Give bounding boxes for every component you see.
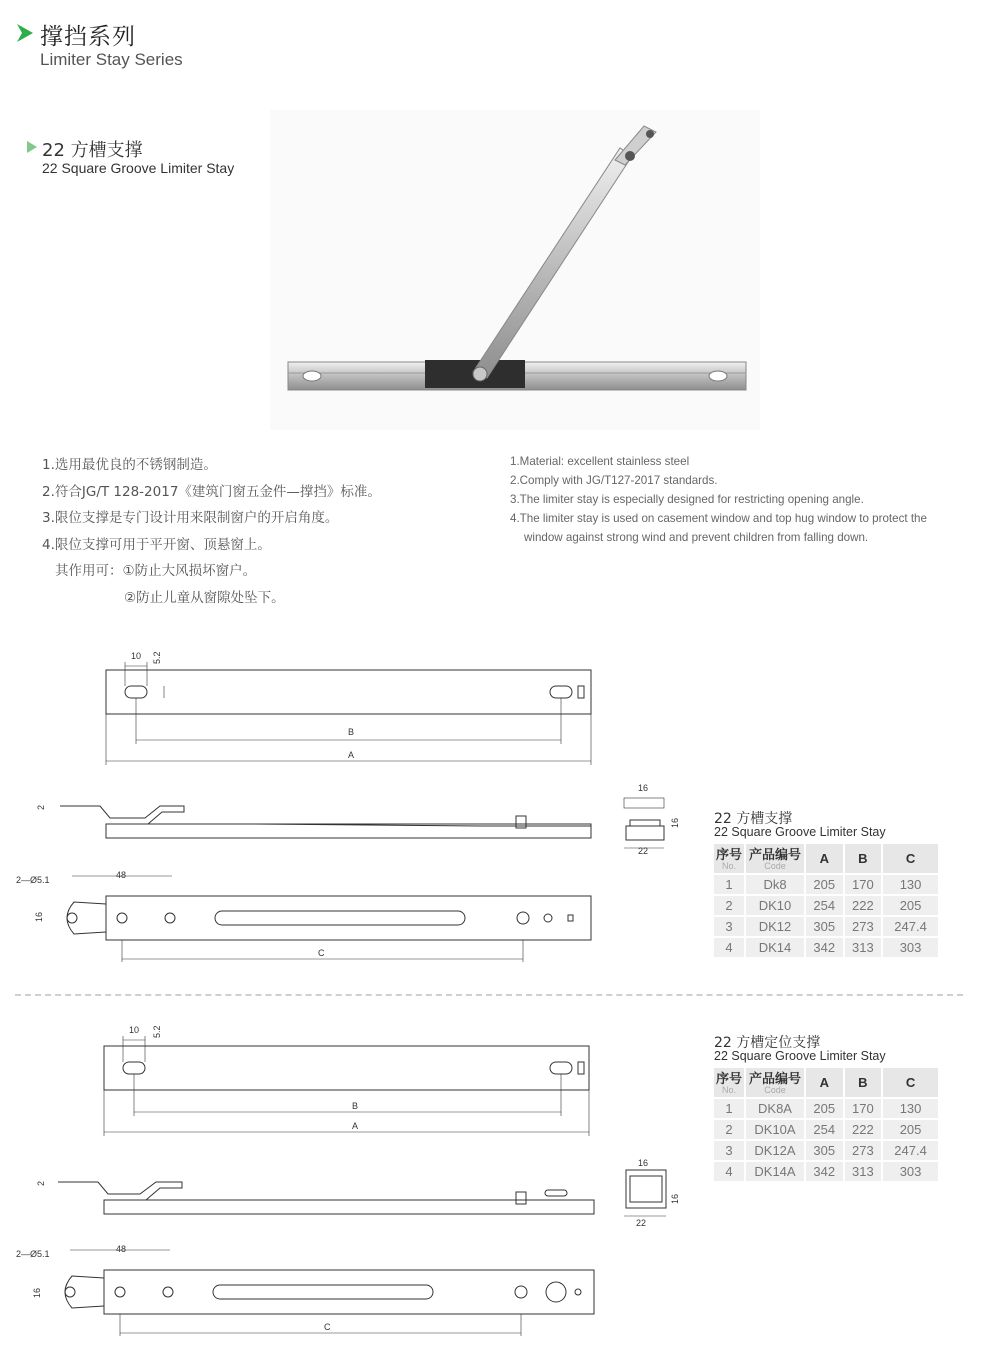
feature-cn-3: 3.限位支撑是专门设计用来限制窗户的开启角度。 [42,510,339,526]
dim-hole-2: 2—Ø5.1 [16,1249,50,1259]
th-a: A [806,844,843,873]
feature-en-5: window against strong wind and prevent children from falling down. [524,531,869,544]
dim-A-2: A [352,1121,359,1131]
table-row: 4 DK14A 342 313 303 [714,1162,938,1181]
dim-A: A [348,750,355,760]
section-divider [15,994,963,996]
dim-16-side: 16 [670,817,680,828]
section-subtitle: 22 Square Groove Limiter Stay [42,160,235,176]
feature-cn-1: 1.选用最优良的不锈钢制造。 [42,457,217,473]
dim-48-2: 48 [116,1244,127,1254]
green-arrow-icon [16,22,36,44]
th-c: C [883,1068,938,1097]
dim-10: 10 [131,651,142,661]
table1-subtitle: 22 Square Groove Limiter Stay [714,825,886,839]
page-title: 撑挡系列 [40,24,136,50]
spec-table-1 [712,842,940,959]
table-header [714,1068,938,1097]
technical-drawing-1 [0,640,700,970]
dim-48: 48 [116,870,127,880]
dim-16-left: 16 [34,911,44,922]
dim-22-2: 22 [636,1218,647,1228]
spec-table-2 [712,1066,940,1183]
table-row: 4 DK14 342 313 303 [714,938,938,957]
table2-subtitle: 22 Square Groove Limiter Stay [714,1049,886,1063]
table2-title: 22 方槽定位支撑 [714,1035,821,1051]
feature-cn-2: 2.符合JG/T 128-2017《建筑门窗五金件—撑挡》标准。 [42,483,381,500]
table-row: 3 DK12 305 273 247.4 [714,917,938,936]
dim-16-side-2: 16 [670,1193,680,1204]
product-photo [270,110,760,430]
th-a: A [806,1068,843,1097]
dim-22: 22 [638,846,649,856]
th-no: 序号 No. [714,844,744,873]
page-subtitle: Limiter Stay Series [40,50,183,69]
dim-C-2: C [324,1322,331,1332]
feature-en-3: 3.The limiter stay is especially designed for restricting opening angle. [510,493,864,506]
feature-cn-6: ②防止儿童从窗隙处坠下。 [124,589,285,606]
features-en [510,452,927,547]
th-b: B [845,844,882,873]
dim-5-2-2: 5.2 [152,1025,162,1038]
feature-en-2: 2.Comply with JG/T127-2017 standards. [510,474,718,487]
dim-B-2: B [352,1101,359,1111]
dim-2-2: 2 [36,1180,46,1186]
table-row: 1 Dk8 205 170 130 [714,875,938,894]
table-row: 2 DK10 254 222 205 [714,896,938,915]
th-c: C [883,844,938,873]
dim-C: C [318,948,325,958]
dim-16-left-2: 16 [32,1287,42,1298]
dim-10-2: 10 [129,1025,140,1035]
th-no: 序号 No. [714,1068,744,1097]
features-cn [42,452,381,611]
table-row: 1 DK8A 205 170 130 [714,1099,938,1118]
feature-cn-4: 4.限位支撑可用于平开窗、顶悬窗上。 [42,536,271,553]
th-code: 产品编号 Code [746,844,804,873]
table-row: 2 DK10A 254 222 205 [714,1120,938,1139]
section-title: 22 方槽支撑 [42,140,143,161]
feature-cn-5: 其作用可：①防止大风损坏窗户。 [55,563,257,579]
dim-16-top-2: 16 [638,1158,649,1168]
table-row: 3 DK12A 305 273 247.4 [714,1141,938,1160]
feature-en-1: 1.Material: excellent stainless steel [510,455,690,468]
section-arrow-icon [26,140,38,154]
feature-en-4: 4.The limiter stay is used on casement window and top hug window to protect the [510,512,927,525]
table-header [714,844,938,873]
dim-B: B [348,727,355,737]
technical-drawing-2 [0,1010,700,1350]
th-b: B [845,1068,882,1097]
dim-5-2: 5.2 [152,651,162,664]
dim-16-top: 16 [638,783,649,793]
dim-hole: 2—Ø5.1 [16,875,50,885]
table1-title: 22 方槽支撑 [714,811,793,827]
th-code: 产品编号 Code [746,1068,804,1097]
dim-2: 2 [36,804,46,810]
